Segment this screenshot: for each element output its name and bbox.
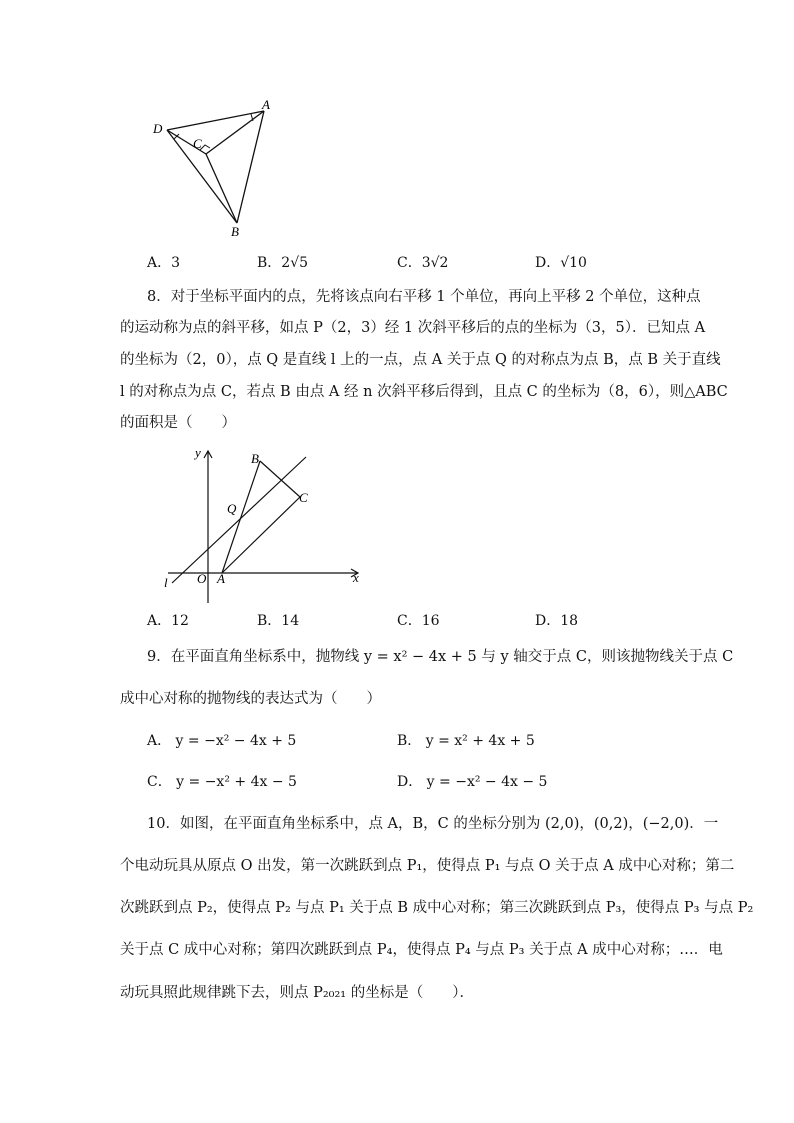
q8-line4: l 的对称点为点 C，若点 B 由点 A 经 n 次斜平移后得到，且点 C 的坐标为（8，6），则△ABC (120, 384, 728, 400)
q9-line2: 成中心对称的抛物线的表达式为（ ） (120, 691, 381, 707)
label-C2: C (299, 490, 308, 505)
q10-line4: 关于点 C 成中心对称；第四次跳跃到点 P₄，使得点 P₄ 与点 P₃ 关于点 A 成中心对称；…．电 (120, 942, 723, 958)
q8-line3: 的坐标为（2，0），点 Q 是直线 l 上的一点，点 A 关于点 Q 的对称点为点 B，点 B 关于直线 (120, 352, 721, 368)
q9-option-d: D． y = −x² − 4x − 5 (397, 774, 548, 790)
q10-line2: 个电动玩具从原点 O 出发，第一次跳跃到点 P₁，使得点 P₁ 与点 O 关于点 A 成中心对称；第二 (120, 858, 735, 874)
triangle-figure (145, 95, 285, 245)
q9-option-b: B． y = x² + 4x + 5 (397, 733, 535, 749)
q7-option-c: C．3√2 (397, 255, 449, 271)
label-D: D (153, 121, 163, 136)
q8-line5: 的面积是（ ） (120, 415, 236, 431)
label-B2: B (251, 451, 259, 466)
q7-option-d: D．√10 (535, 255, 587, 271)
label-A: A (262, 97, 270, 112)
q9-line1: 9．在平面直角坐标系中，抛物线 y = x² − 4x + 5 与 y 轴交于点 C，则该抛物线关于点 C (147, 649, 734, 665)
label-B: B (231, 224, 239, 239)
q8-option-a: A．12 (147, 613, 189, 629)
axis-y-label: y (195, 445, 201, 460)
q8-option-b: B．14 (257, 613, 300, 629)
label-C: C (193, 136, 202, 151)
q7-option-a: A．3 (147, 255, 181, 271)
q8-option-c: C．16 (397, 613, 440, 629)
q8-line1: 8．对于坐标平面内的点，先将该点向右平移 1 个单位，再向上平移 2 个单位，这种点 (147, 289, 701, 305)
q10-line5: 动玩具照此规律跳下去，则点 P₂₀₂₁ 的坐标是（ ）． (120, 985, 474, 1001)
q8-line2: 的运动称为点的斜平移，如点 P（2，3）经 1 次斜平移后的点的坐标为（3，5）．已知点 A (120, 320, 706, 336)
label-O: O (197, 571, 207, 586)
label-A2: A (217, 571, 225, 586)
coordinate-figure (160, 445, 370, 605)
q10-line1: 10．如图，在平面直角坐标系中，点 A，B，C 的坐标分别为 (2,0)，(0,2)，(−2,0)．一 (147, 816, 719, 832)
axis-x-label: x (353, 570, 359, 585)
q9-option-c: C． y = −x² + 4x − 5 (147, 774, 297, 790)
q7-option-b: B．2√5 (257, 255, 309, 271)
q10-line3: 次跳跃到点 P₂，使得点 P₂ 与点 P₁ 关于点 B 成中心对称；第三次跳跃到点 P₃，使得点 P₃ 与点 P₂ (120, 900, 754, 916)
q9-option-a: A． y = −x² − 4x + 5 (147, 733, 297, 749)
label-l: l (164, 575, 168, 590)
label-Q: Q (227, 501, 237, 516)
q8-option-d: D．18 (535, 613, 579, 629)
